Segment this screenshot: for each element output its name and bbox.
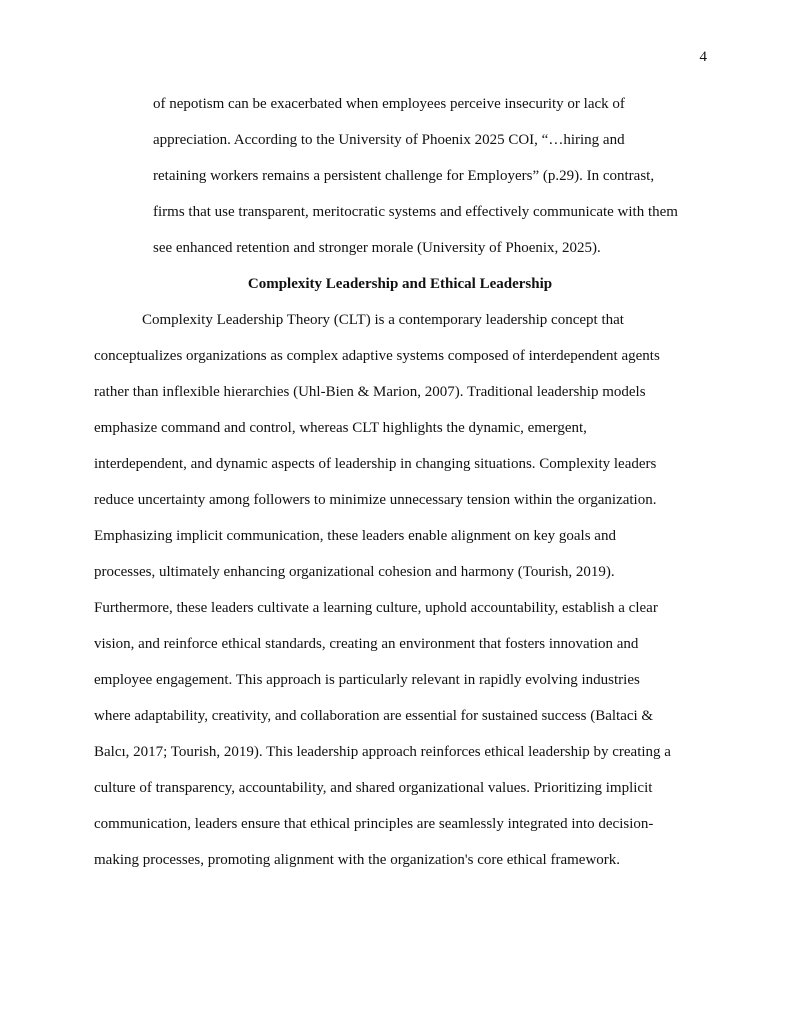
block-quote-line: appreciation. According to the University of Phoenix 2025 COI, “…hiring and [153, 132, 625, 148]
paragraph-line: communication, leaders ensure that ethical principles are seamlessly integrated into decision- [94, 816, 654, 832]
section-heading: Complexity Leadership and Ethical Leadership [247, 276, 553, 292]
paragraph-line: employee engagement. This approach is particularly relevant in rapidly evolving industries [94, 672, 640, 688]
paragraph-line: emphasize command and control, whereas CLT highlights the dynamic, emergent, [94, 420, 587, 436]
paragraph-line: interdependent, and dynamic aspects of leadership in changing situations. Complexity leaders [94, 456, 657, 472]
page-number: 4 [699, 49, 707, 65]
block-quote-line: firms that use transparent, meritocratic systems and effectively communicate with them [153, 204, 678, 220]
paragraph-line: conceptualizes organizations as complex adaptive systems composed of interdependent agents [94, 348, 660, 364]
paragraph-line: making processes, promoting alignment with the organization's core ethical framework. [94, 852, 621, 868]
paragraph-line: Furthermore, these leaders cultivate a learning culture, uphold accountability, establish a clear [94, 600, 658, 616]
paragraph-line: Complexity Leadership Theory (CLT) is a contemporary leadership concept that [142, 312, 624, 328]
paragraph-line: reduce uncertainty among followers to minimize unnecessary tension within the organization. [94, 492, 657, 508]
paragraph-line: where adaptability, creativity, and collaboration are essential for sustained success (Baltaci & [94, 708, 654, 724]
paragraph-line: Balcı, 2017; Tourish, 2019). This leadership approach reinforces ethical leadership by creating a [94, 744, 671, 760]
paragraph-line: processes, ultimately enhancing organizational cohesion and harmony (Tourish, 2019). [94, 564, 615, 580]
block-quote-line: retaining workers remains a persistent challenge for Employers” (p.29). In contrast, [153, 168, 655, 184]
paragraph-line: vision, and reinforce ethical standards, creating an environment that fosters innovation and [94, 636, 639, 652]
paragraph-line: culture of transparency, accountability, and shared organizational values. Prioritizing implicit [94, 780, 653, 796]
paragraph-line: Emphasizing implicit communication, these leaders enable alignment on key goals and [94, 528, 616, 544]
paragraph-line: rather than inflexible hierarchies (Uhl-Bien & Marion, 2007). Traditional leadership models [94, 384, 646, 400]
block-quote-line: of nepotism can be exacerbated when employees perceive insecurity or lack of [153, 96, 625, 112]
block-quote-line: see enhanced retention and stronger morale (University of Phoenix, 2025). [153, 240, 601, 256]
